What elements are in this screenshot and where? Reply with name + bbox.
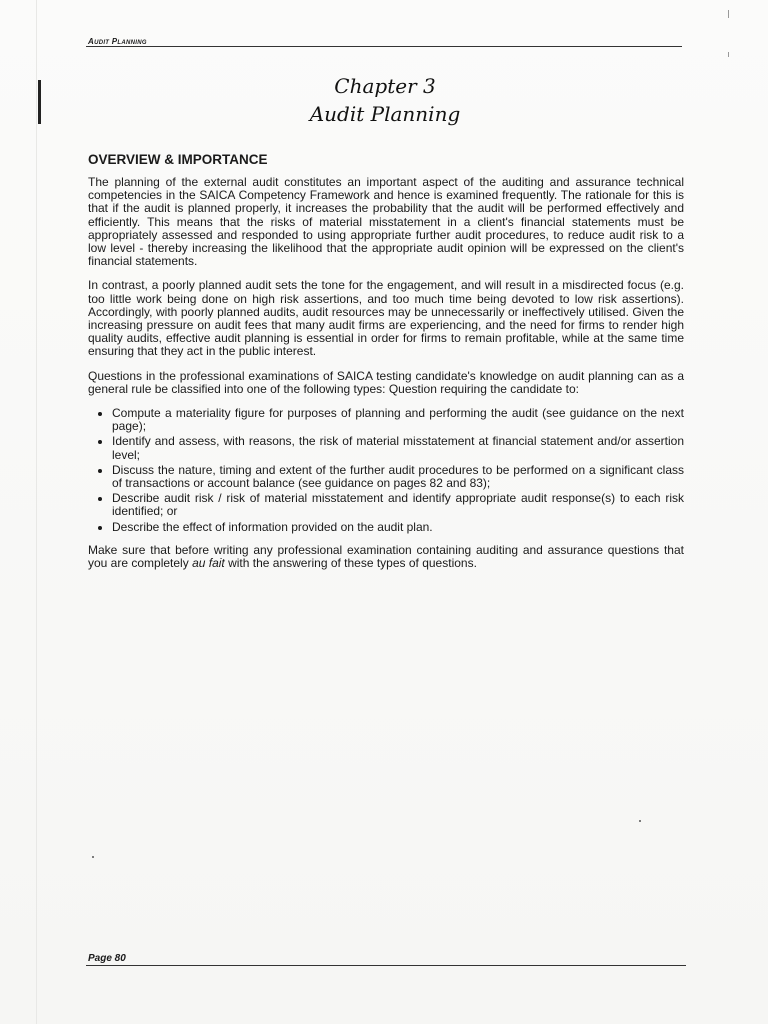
scan-artifact [728,10,729,18]
header-rule [86,46,682,47]
running-header: Audit Planning [88,37,147,46]
chapter-title-block [250,72,520,128]
paragraph-1: The planning of the external audit constitutes an important aspect of the auditing and assurance technical competencies in the SAICA Competency Framework and hence is examined frequently. The rationale for this is that if the audit is planned properly, it increases the probability that the audit will be performed effectively and efficiently. This means that the risks of material misstatement in a client's financial statements must be appropriately assessed and responded to using appropriate further audit procedures, to reduce audit risk to a low level - thereby increasing the likelihood that the appropriate audit opinion will be expressed on the client's financial statements. [88,175,684,269]
chapter-number: Chapter 3 [334,74,436,98]
paragraph-4-end: with the answering of these types of questions. [224,556,477,571]
list-item: • Describe audit risk / risk of material misstatement and identify appropriate audit response(s) to each risk identified; or [112,492,684,518]
list-item: • Discuss the nature, timing and extent of the further audit procedures to be performed on a significant class of transactions or account balance (see guidance on pages 82 and 83); [112,464,684,490]
margin-bar-mark [38,80,41,124]
scan-artifact [728,52,729,57]
body-content [88,176,684,581]
paragraph-3: Questions in the professional examinations of SAICA testing candidate's knowledge on audit planning can as a general rule be classified into one of the following types: Question requiring the candidate to: [88,368,684,396]
list-item: • Compute a materiality figure for purposes of planning and performing the audit (see guidance on the next page); [112,407,684,433]
list-item: • Identify and assess, with reasons, the risk of material misstatement at financial statement and/or assertion level; [112,435,684,461]
scan-artifact [639,820,641,822]
section-heading: OVERVIEW & IMPORTANCE [88,152,268,167]
page-number: Page 80 [88,953,126,964]
list-item: • Describe the effect of information provided on the audit plan. [112,521,684,534]
paragraph-4-italic: au fait [192,556,225,571]
scan-artifact [92,856,94,858]
footer-rule [86,965,686,966]
scan-edge-line [36,0,37,1024]
paragraph-4-start: Make sure that before writing any professional examination containing auditing and assurance questions that you are completely [88,542,684,571]
chapter-title: Audit Planning [309,102,461,126]
question-types-list [88,407,684,534]
paragraph-2: In contrast, a poorly planned audit sets the tone for the engagement, and will result in a misdirected focus (e.g. too little work being done on high risk assertions, and too much time being devoted to low risk assertions). Accordingly, with poorly planned audits, audit resources may be unnecessarily or ineffectively utilised. Given the increasing pressure on audit fees that many audit firms are experiencing, and the need for firms to render high quality audits, effective audit planning is essential in order for firms to remain profitable, while at the same time ensuring that they act in the public interest. [88,278,684,359]
paragraph-4 [88,544,684,570]
